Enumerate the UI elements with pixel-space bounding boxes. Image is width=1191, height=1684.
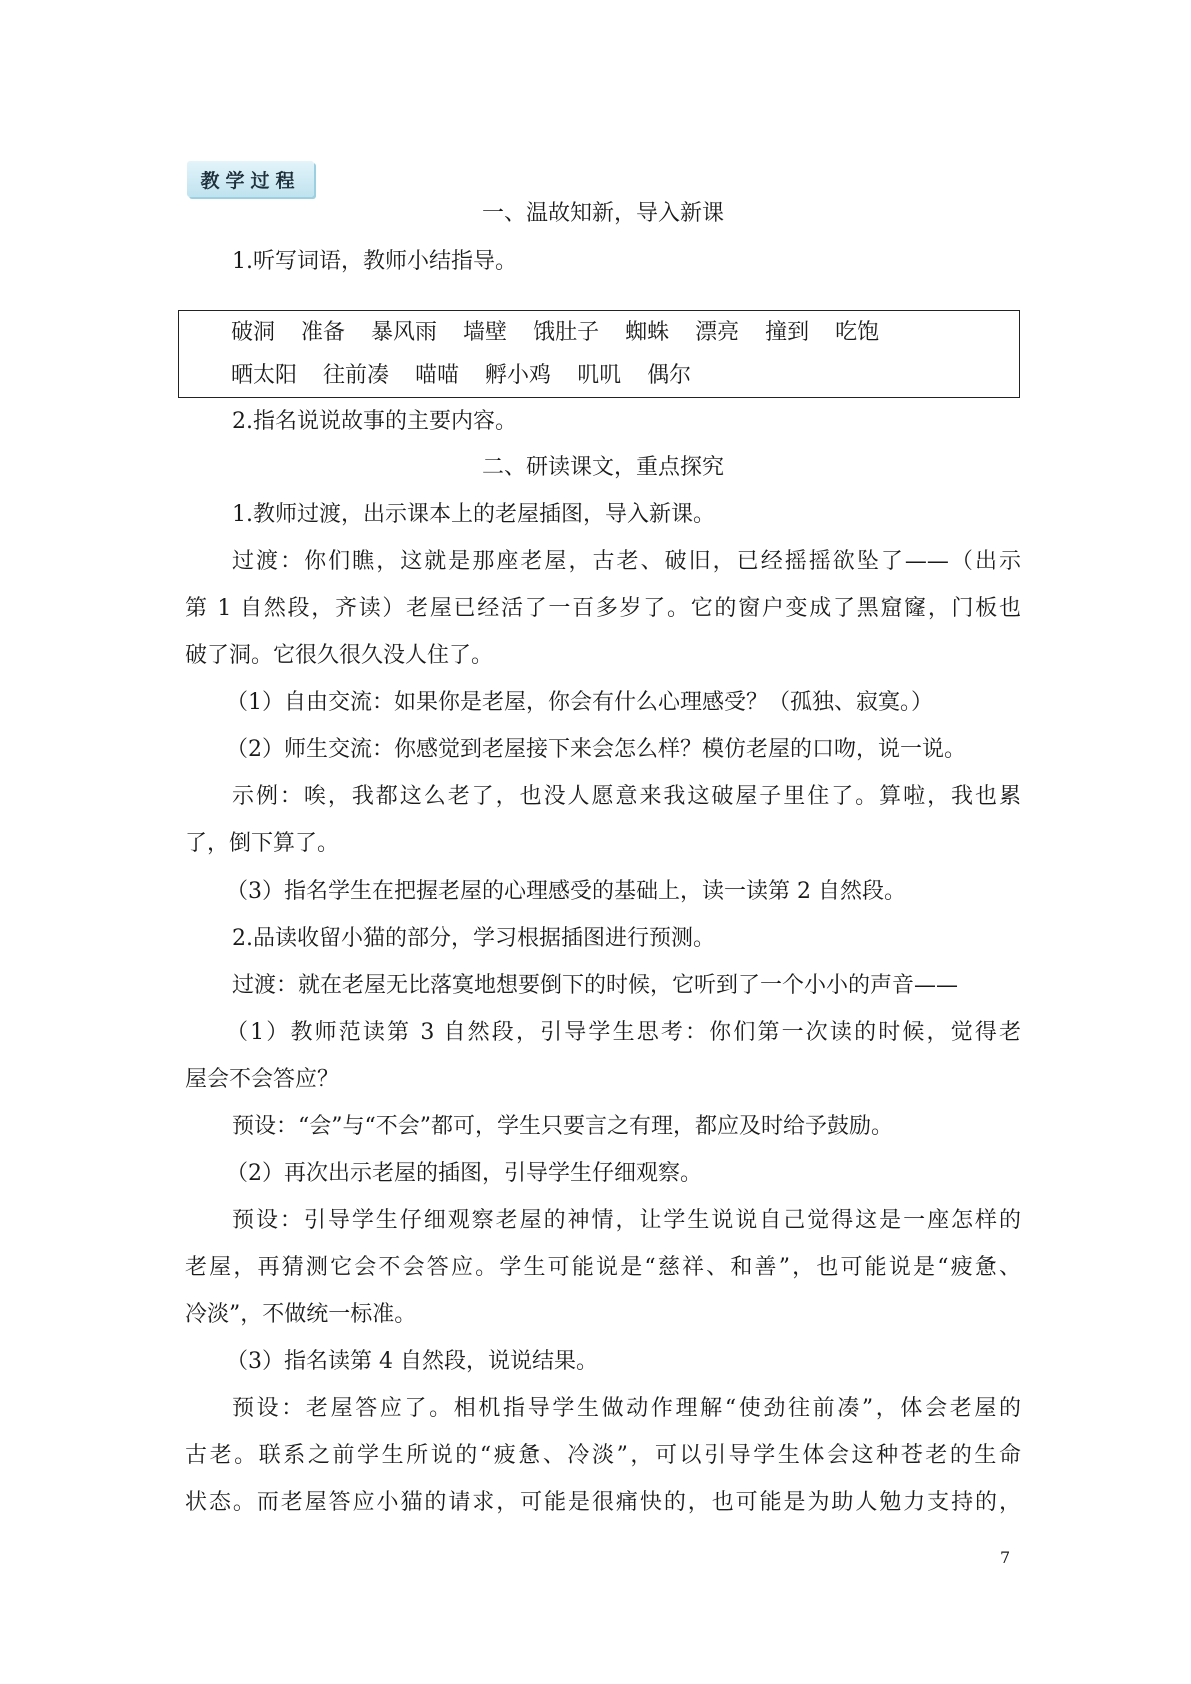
vocab-word: 撞到 (765, 320, 810, 345)
heading-study: 二、研读课文，重点探究 (481, 455, 724, 480)
step-kitten: 2.品读收留小猫的部分，学习根据插图进行预测。 (232, 926, 715, 951)
vocabulary-row-2 (231, 365, 717, 387)
vocab-word: 吃饱 (835, 320, 880, 345)
vocab-word: 暴风雨 (371, 320, 438, 345)
preset-line: 状态。而老屋答应小猫的请求，可能是很痛快的，也可能是为助人勉力支持的， (185, 1490, 1021, 1515)
vocab-word: 喵喵 (415, 363, 460, 388)
transition-line: 过渡：就在老屋无比落寞地想要倒下的时候，它听到了一个小小的声音—— (232, 973, 959, 998)
preset-line: 预设：引导学生仔细观察老屋的神情，让学生说说自己觉得这是一座怎样的 (232, 1208, 1021, 1233)
reading-line: （1）教师范读第 3 自然段，引导学生思考：你们第一次读的时候，觉得老 (226, 1020, 1021, 1045)
vocabulary-box (178, 310, 1020, 398)
vocab-word: 往前凑 (323, 363, 390, 388)
vocab-word: 饿肚子 (533, 320, 600, 345)
heading-review: 一、温故知新，导入新课 (481, 201, 724, 226)
vocab-word: 偶尔 (647, 363, 692, 388)
paragraph-line: 破了洞。它很久很久没人住了。 (185, 643, 494, 668)
preset-line: 冷淡”，不做统一标准。 (185, 1302, 417, 1327)
example-line: 了，倒下算了。 (185, 831, 340, 856)
vocab-word: 墙壁 (463, 320, 508, 345)
step-dictation: 1.听写词语，教师小结指导。 (232, 249, 517, 274)
paragraph-line: 第 1 自然段，齐读）老屋已经活了一百多岁了。它的窗户变成了黑窟窿，门板也 (185, 596, 1021, 621)
question-3: （3）指名学生在把握老屋的心理感受的基础上，读一读第 2 自然段。 (226, 879, 906, 904)
reading-line: （2）再次出示老屋的插图，引导学生仔细观察。 (226, 1161, 702, 1186)
vocab-word: 漂亮 (695, 320, 740, 345)
section-badge-label: 教学过程 (200, 169, 301, 192)
page-number: 7 (1000, 1548, 1011, 1567)
section-badge (187, 161, 314, 197)
vocab-word: 破洞 (231, 320, 276, 345)
vocab-word: 叽叽 (577, 363, 622, 388)
question-2: （2）师生交流：你感觉到老屋接下来会怎么样？模仿老屋的口吻，说一说。 (226, 737, 966, 762)
vocab-word: 蜘蛛 (625, 320, 670, 345)
vocabulary-row-1 (231, 322, 905, 344)
question-1: （1）自由交流：如果你是老屋，你会有什么心理感受？（孤独、寂寞。） (226, 690, 933, 715)
vocab-word: 准备 (301, 320, 346, 345)
preset-line: 预设：“会”与“不会”都可，学生只要言之有理，都应及时给予鼓励。 (232, 1114, 893, 1139)
step-illustration: 1.教师过渡，出示课本上的老屋插图，导入新课。 (232, 502, 715, 527)
reading-line: 屋会不会答应？ (185, 1067, 340, 1092)
step-summary: 2.指名说说故事的主要内容。 (232, 409, 517, 434)
example-line: 示例：唉，我都这么老了，也没人愿意来我这破屋子里住了。算啦，我也累 (232, 784, 1021, 809)
reading-line: （3）指名读第 4 自然段，说说结果。 (226, 1349, 598, 1374)
preset-line: 预设：老屋答应了。相机指导学生做动作理解“使劲往前凑”，体会老屋的 (232, 1396, 1021, 1421)
vocab-word: 孵小鸡 (485, 363, 552, 388)
paragraph-line: 过渡：你们瞧，这就是那座老屋，古老、破旧，已经摇摇欲坠了——（出示 (232, 549, 1021, 574)
vocab-word: 晒太阳 (231, 363, 298, 388)
preset-line: 老屋，再猜测它会不会答应。学生可能说是“慈祥、和善”，也可能说是“疲惫、 (185, 1255, 1021, 1280)
preset-line: 古老。联系之前学生所说的“疲惫、冷淡”，可以引导学生体会这种苍老的生命 (185, 1443, 1021, 1468)
